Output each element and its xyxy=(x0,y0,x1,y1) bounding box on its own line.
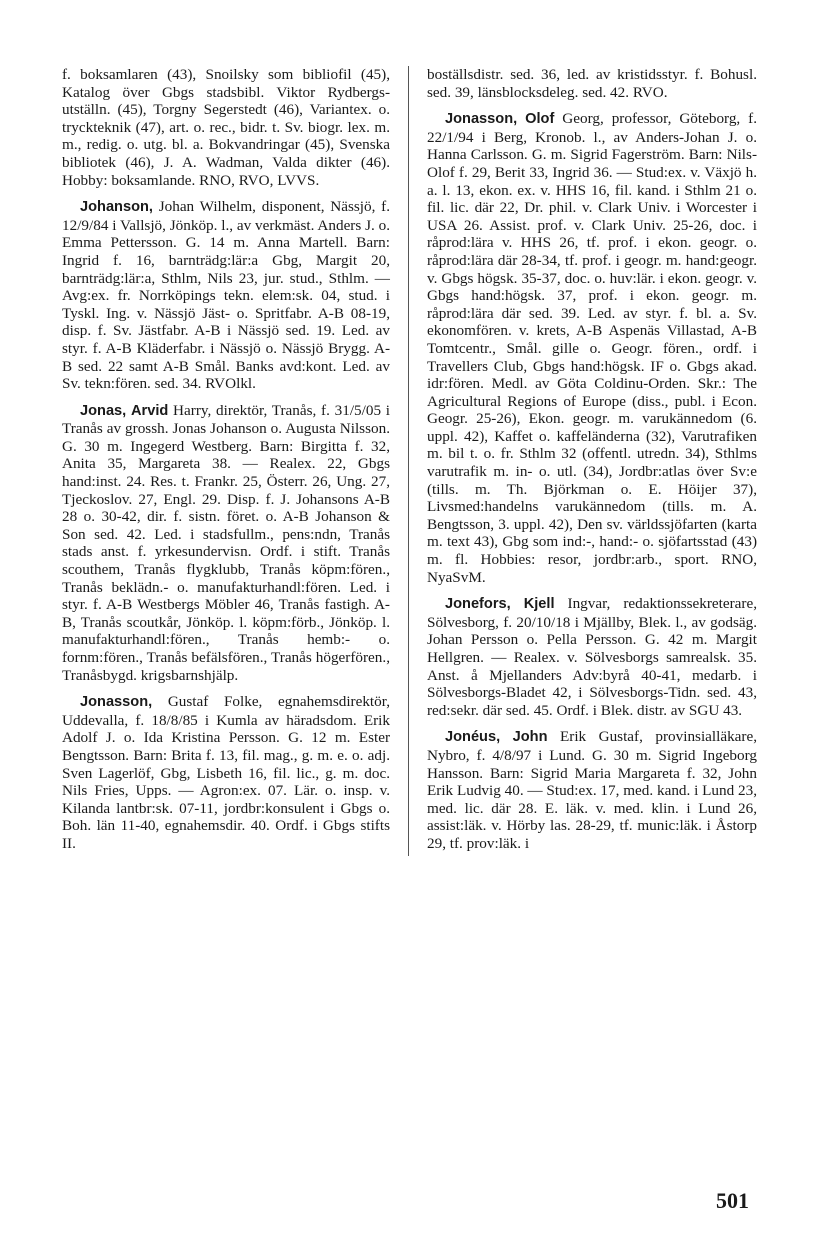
entry-text: Georg, professor, Göteborg, f. 22/1/94 i Berg, Kronob. l., av Anders-Johan J. o. Hanna Carlsson. G. m. Sigrid Fagerström. Barn: Nils-Olof f. 29, Berit 33, Ingrid 36. — Stud:ex. v. Växjö h. a. l. 13, ekon. ex. v. HHS 16, fil. kand. i Sthlm 21 o. fil. lic. där 22, Dr. phil. v. Clark Univ. i Worcester i USA 26. Assist. prof. v. Clark Univ. 25-26, doc. i råprod:lära v. HHS 26, tf. prof. i ekon. geogr. o. råprod:lära där 28-34, tf. prof. i geogr. m. hand:geogr. v. Gbgs högsk. 35-37, doc. o. huv:lär. i ekon. geogr. v. Gbgs hand:högsk. 37, prof. i ekon. geogr. m. råprod:lära där sed. 39. Led. av styr. f. bl. a. Sv. ekonomfören. v. krets, A-B Aspenäs Villastad, A-B Tomtcentr., Smål. gille o. Geogr. fören., ordf. i Travellers Club, Gbgs hand:högsk. IF o. Gbgs akad. idr:fören. Medl. av Göta Coldinu-Orden. Skr.: The Agricultural Regions of Europe (diss., publ. i Econ. Geogr. 25-26), Ekon. geogr. m. varukännedom (6. uppl. 42), Kaffet o. kaffeländerna (32), Varutrafiken m. bil t. o. fr. Sthlm 32 (offentl. utredn. 34), Sthlms varutrafik m. in- o. utl. (34), Jordbr:atlas över Sv:e (tills. m. Th. Björkman o. E. Höijer 37), Livsmed:handelns varukännedom (tills. m. A. Bengtsson, 3. uppl. 42), Den sv. världssjöfarten (karta m. text 43), Gbg som ind:-, hand:- o. sjöfartsstad (43) m. fl. Hobbies: resor, jordbr:arb., sport. RNO, NyaSvM. xyxy=(427,110,758,586)
entry-continuation xyxy=(62,66,390,189)
entry-surname: Jonas, xyxy=(80,402,127,419)
entry-text: Erik Gustaf, provinsialläkare, Nybro, f. 4/8/97 i Lund. G. 30 m. Sigrid Ingeborg Hansson. Barn: Sigrid Maria Margareta f. 32, John Erik Ludvig 40. — Stud:ex. 17, med. kand. i Lund 23, med. lic. där 28. E. läk. v. med. klin. i Lund 26, assist:läk. v. Hörby las. 28-29, tf. munic:läk. i Åstorp 29, tf. prov:läk. i xyxy=(427,728,758,852)
entry-text: disponent, Nässjö, f. 12/9/84 i Vallsjö, Jönköp. l., av verkmäst. Anders J. o. Emma Pettersson. G. 14 m. Anna Martell. Barn: Ingrid f. 16, barnträdg:lär:a Gbg, Margit 20, barnträdg:lär:a, Sthlm, Nils 23, jur. stud., Sthlm. — Avg:ex. fr. Norrköpings tekn. elem:sk. 04, stud. i Tyskl. Ing. v. Nässjö Jäst- o. Spritfabr. A-B 08-19, disp. f. Sv. Jästfabr. A-B i Nässjö sed. 19. Led. av styr. f. A-B Kläderfabr. i Nässjö o. Nässjö Brygg. A-B sed. 22 samt A-B Smål. Banks avd:kont. Led. av Sv. tekn:fören. sed. 34. RVOlkl. xyxy=(62,198,391,393)
entry-continuation xyxy=(427,66,757,101)
entry-text: Harry, direktör, Tranås, f. 31/5/05 i Tranås av grossh. Jonas Johanson o. Augusta Nilsson. G. 30 m. Ingegerd Westberg. Barn: Birgitta f. 32, Anita 35, Margareta 38. — Realex. 22, Gbgs hand:inst. 24. Res. t. Frankr. 25, Österr. 26, Ung. 27, Tjeckoslov. 27, Engl. 29. Disp. f. J. Johansons A-B 28 o. 30-42, dir. f. sistn. föret. o. A-B Johanson & Son sed. 42. Led. i stadsfullm., pens:ndn, Tranås stads anst. f. yrkesundervisn. Ordf. i stift. Tranås scouthem, Tranås flygklubb, Tranås köpm:fören., Tranås beklädn.- o. manufakturhandl:fören. Led. i styr. f. A-B Westbergs Möbler 46, Tranås fastigh. A-B, Tranås scoutkår, Jönköp. l. köpm:förb., Jönköp. l. manufakturhandl:fören., Tranås hemb:- o. fornm:fören., Tranås befälsfören., Tranås högerfören., Tranåsbygd. krigsbarnshjälp. xyxy=(62,401,391,684)
right-column xyxy=(427,66,757,862)
entry-surname: Jonasson, xyxy=(445,111,518,128)
page-number: 501 xyxy=(716,1188,749,1213)
entry-text: Ingvar, redaktionssekreterare, Sölvesborg, f. 20/10/18 i Mjällby, Blek. l., av godsäg. Johan Persson o. Pella Persson. G. 42 m. Margit Hellgren. — Realex. v. Sölvesborgs samrealsk. 35. Anst. å Mjellanders Adv:byrå 40-41, medarb. i Sölvesborgs-Bladet 42, i Sölvesborgs-Tidn. sed. 43, red:sekr. där sed. 45. Ordf. i Blek. distr. av SGU 43. xyxy=(427,595,757,719)
column-divider xyxy=(408,66,409,856)
entry-jonasson-olof xyxy=(427,110,757,586)
entry-given-name: Arvid xyxy=(130,402,169,419)
entry-surname: Jonasson, xyxy=(80,694,153,711)
left-column xyxy=(62,66,390,862)
entry-given-name: John xyxy=(512,729,548,746)
entry-surname: Jonéus, xyxy=(445,729,501,746)
entry-johanson-johan-wilhelm xyxy=(62,198,390,393)
entry-given-name: Gustaf Folke, xyxy=(167,693,263,711)
entry-surname: Jonefors, xyxy=(445,596,511,613)
entry-given-name: Johan Wilhelm, xyxy=(158,198,256,216)
entry-text: boställsdistr. sed. 36, led. av kristidsstyr. f. Bohusl. sed. 39, länsblocksdeleg. sed. 42. RVO. xyxy=(427,66,757,101)
entry-jonasson-gustaf-folke xyxy=(62,693,390,852)
entry-jonas-arvid xyxy=(62,402,390,685)
entry-text: f. boksamlaren (43), Snoilsky som bibliofil (45), Katalog över Gbgs stadsbibl. Viktor Rydbergs-utställn. (45), Torgny Segerstedt (46), Variantex. o. tryckteknik (47), art. o. rec., bidr. t. Sv. biogr. lex. m. m., redig. o. utg. bl. a. Bokvandringar (45), Svenska bibliotek (46), J. A. Wadman, Valda dikter (46). Hobby: boksamlande. RNO, RVO, LVVS. xyxy=(62,66,390,189)
entry-joneus-john xyxy=(427,728,757,852)
entry-given-name: Olof xyxy=(525,111,555,128)
entry-text: egnahemsdirektör, Uddevalla, f. 18/8/85 i Kumla av häradsdom. Erik Adolf J. o. Ida Kristina Persson. G. 12 m. Ester Bengtsson. Barn: Brita f. 13, fil. mag., g. m. e. o. adj. Sven Lagerlöf, Gbg, Lisbeth 16, fil. lic., g. m. doc. Nils Fries, Upps. — Agron:ex. 07. Lär. o. insp. v. Kilanda lantbr:sk. 07-11, jordbr:konsulent i Gbgs o. Boh. län 11-40, egnahemsdir. 40. Ordf. i Gbgs stifts II. xyxy=(62,693,390,852)
entry-given-name: Kjell xyxy=(523,596,555,613)
entry-jonefors-kjell xyxy=(427,595,757,719)
entry-surname: Johanson, xyxy=(80,199,153,216)
